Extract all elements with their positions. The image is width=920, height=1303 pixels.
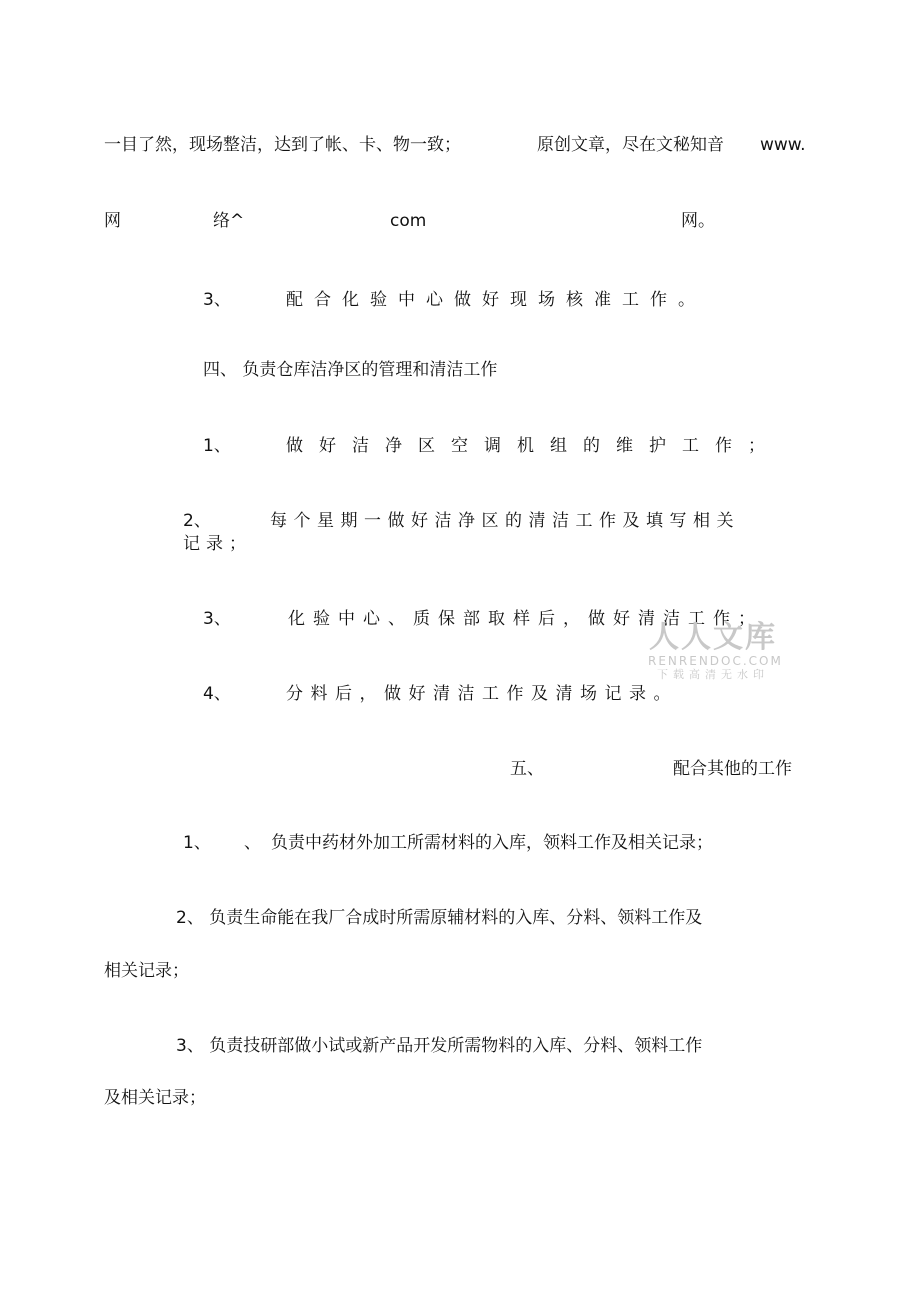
line-2-end: 网。 xyxy=(681,211,715,231)
other-1-number: 1、 xyxy=(183,833,211,853)
clean-4-text: 分料后，做好清洁工作及清场记录。 xyxy=(286,684,678,704)
watermark-subtitle: 下载高清无水印 xyxy=(657,668,769,681)
clean-1-number: 1、 xyxy=(203,436,231,456)
other-2-text: 2、 负责生命能在我厂合成时所需原辅材料的入库、分料、领料工作及 xyxy=(176,908,703,928)
line-2-com: com xyxy=(390,211,427,231)
watermark-title: 人人文库 xyxy=(649,620,777,655)
clean-3-text: 化验中心、质保部取样后，做好清洁工作； xyxy=(288,609,763,629)
watermark-site: RENRENDOC.COM xyxy=(648,654,783,668)
section-5-number: 五、 xyxy=(510,759,544,779)
other-3-text: 3、 负责技研部做小试或新产品开发所需物料的入库、分料、领料工作 xyxy=(176,1036,703,1056)
line-1-ad-text: 原创文章，尽在文秘知音 xyxy=(537,135,724,155)
other-1-mark: 、 xyxy=(244,833,261,853)
clean-1-text: 做好洁净区空调机组的维护工作； xyxy=(286,436,781,456)
line-1-www: www. xyxy=(760,135,806,155)
section-5-heading: 配合其他的工作 xyxy=(673,759,792,779)
item-3-text: 配合化验中心做好现场核准工作。 xyxy=(286,290,706,310)
other-1-text: 负责中药材外加工所需材料的入库，领料工作及相关记录； xyxy=(271,833,713,853)
clean-4-number: 4、 xyxy=(203,684,231,704)
clean-2-continuation: 记录； xyxy=(183,534,252,554)
clean-2-text: 每个星期一做好洁净区的清洁工作及填写相关 xyxy=(270,511,740,531)
other-2-continuation: 相关记录； xyxy=(104,961,189,981)
clean-2-number: 2、 xyxy=(183,511,211,531)
line-2-char-2: 络^ xyxy=(213,211,245,231)
section-4-heading: 四、 负责仓库洁净区的管理和清洁工作 xyxy=(203,360,498,380)
watermark xyxy=(648,620,783,682)
other-3-continuation: 及相关记录； xyxy=(104,1088,206,1108)
line-1-text: 一目了然，现场整洁，达到了帐、卡、物一致； xyxy=(104,135,461,155)
item-3-number: 3、 xyxy=(203,290,231,310)
line-2-char-1: 网 xyxy=(104,211,121,231)
clean-3-number: 3、 xyxy=(203,609,231,629)
